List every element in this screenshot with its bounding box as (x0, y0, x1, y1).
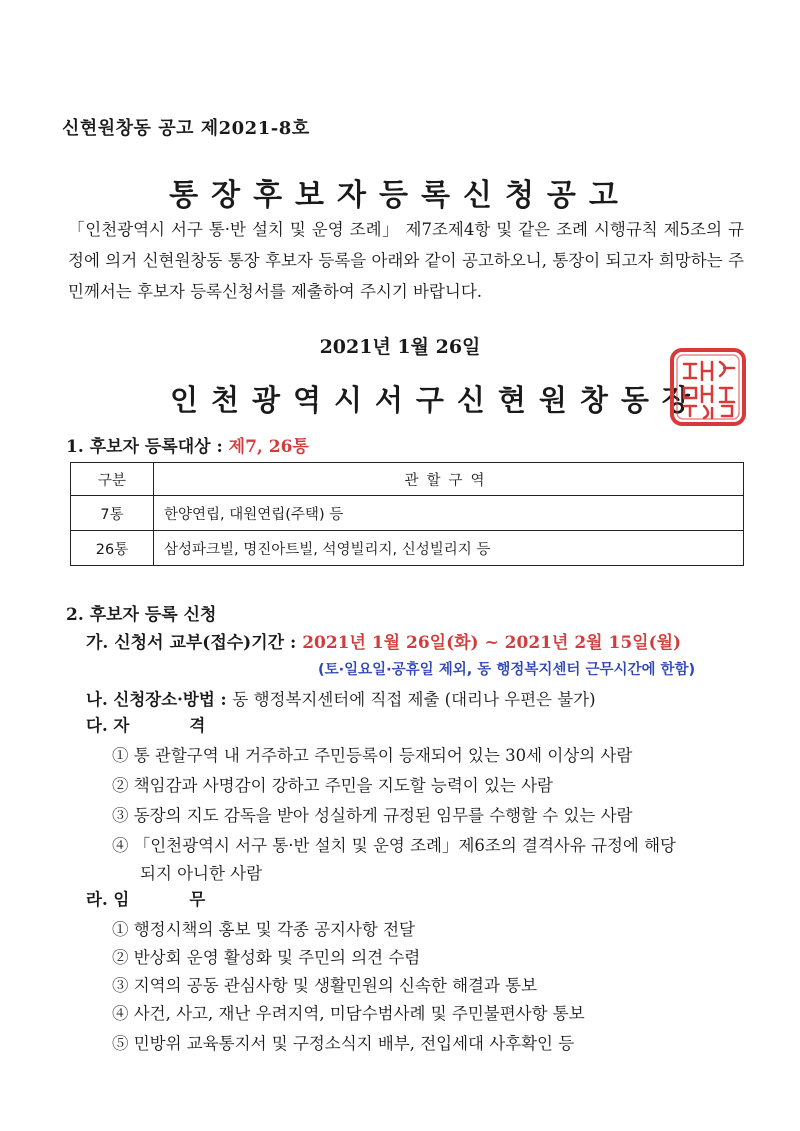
intro-paragraph: 「인천광역시 서구 통·반 설치 및 운영 조례」 제7조제4항 및 같은 조례 시행규칙 제5조의 규정에 의거 신현원창동 통장 후보자 등록을 아래와 같이 공고하오니, 통장이 되고자 희망하는 주민께서는 후보자 등록신청서를 제출하여 주시기 바랍니다. (68, 220, 744, 301)
qualifications-label-b: 격 (189, 716, 206, 735)
qualification-item: ④ 「인천광역시 서구 통·반 설치 및 운영 조례」제6조의 결격사유 규정에 해당 (112, 836, 676, 855)
signer-char: 서 (374, 383, 403, 417)
table-row (71, 496, 744, 531)
signer-char: 천 (210, 383, 239, 417)
section1-label: 1. 후보자 등록대상 : (66, 437, 229, 457)
signer-char: 현 (497, 383, 526, 417)
jurisdiction-table (70, 462, 744, 566)
duty-item: ② 반상회 운영 활성화 및 주민의 의견 수렴 (112, 948, 421, 967)
table-cell-area: 한양연립, 대원연립(주택) 등 (154, 496, 744, 531)
qualifications-label-a: 다. 자 (86, 716, 130, 735)
table-header-row (71, 463, 744, 496)
table-header-category: 구분 (71, 463, 154, 496)
application-period (86, 628, 681, 653)
application-method (86, 686, 596, 710)
section2-heading: 2. 후보자 등록 신청 (66, 605, 217, 625)
signer-char: 인 (170, 383, 199, 417)
qualification-item-continuation: 되지 아니한 사람 (140, 864, 263, 883)
duties-label-b: 무 (189, 890, 206, 909)
signer-char: 광 (251, 383, 280, 417)
signer-char: 장 (661, 383, 690, 417)
table-cell-district: 26통 (71, 531, 154, 566)
qualification-item: ② 책임감과 사명감이 강하고 주민을 지도할 능력이 있는 사람 (112, 776, 553, 795)
duties-label-a: 라. 임 (86, 890, 130, 909)
application-period-dates: 2021년 1월 26일(화) ~ 2021년 2월 15일(월) (302, 633, 682, 653)
signer-char: 역 (292, 383, 321, 417)
signer-char: 신 (456, 383, 485, 417)
application-method-label: 나. 신청장소·방법 : (86, 690, 233, 709)
document-title: 통장후보자등록신청공고 (169, 178, 631, 213)
application-period-note: (토·일요일·공휴일 제외, 동 행정복지센터 근무시간에 한함) (318, 662, 696, 678)
signer-char: 구 (415, 383, 444, 417)
duties-heading (86, 886, 205, 910)
duty-item: ③ 지역의 공동 관심사항 및 생활민원의 신속한 해결과 통보 (112, 976, 538, 995)
section1-target-districts: 제7, 26통 (228, 437, 309, 457)
section1-heading (66, 432, 309, 457)
signer-name (170, 378, 690, 419)
notice-number: 신현원창동 공고 제2021-8호 (62, 118, 310, 139)
signer-char: 동 (620, 383, 649, 417)
table-header-area: 관할구역 (154, 463, 744, 496)
notice-date: 2021년 1월 26일 (319, 336, 481, 358)
table-cell-district: 7통 (71, 496, 154, 531)
duty-item: ① 행정시책의 홍보 및 각종 공지사항 전달 (112, 920, 415, 939)
table-row (71, 531, 744, 566)
signer-char: 창 (579, 383, 608, 417)
application-period-label: 가. 신청서 교부(접수)기간 : (86, 633, 303, 653)
qualification-item: ③ 동장의 지도 감독을 받아 성실하게 규정된 임무를 수행할 수 있는 사람 (112, 806, 633, 825)
signer-char: 시 (333, 383, 362, 417)
duty-item: ⑤ 민방위 교육통지서 및 구정소식지 배부, 전입세대 사후확인 등 (112, 1034, 575, 1053)
table-cell-area: 삼성파크빌, 명진아트빌, 석영빌리지, 신성빌리지 등 (154, 531, 744, 566)
application-method-value: 동 행정복지센터에 직접 제출 (대리나 우편은 불가) (232, 690, 596, 709)
duty-item: ④ 사건, 사고, 재난 우려지역, 미담수범사례 및 주민불편사항 통보 (112, 1004, 585, 1023)
qualifications-heading (86, 712, 205, 736)
official-seal-stamp (668, 346, 748, 428)
signer-char: 원 (538, 383, 567, 417)
qualification-item: ① 통 관할구역 내 거주하고 주민등록이 등재되어 있는 30세 이상의 사람 (112, 746, 633, 765)
